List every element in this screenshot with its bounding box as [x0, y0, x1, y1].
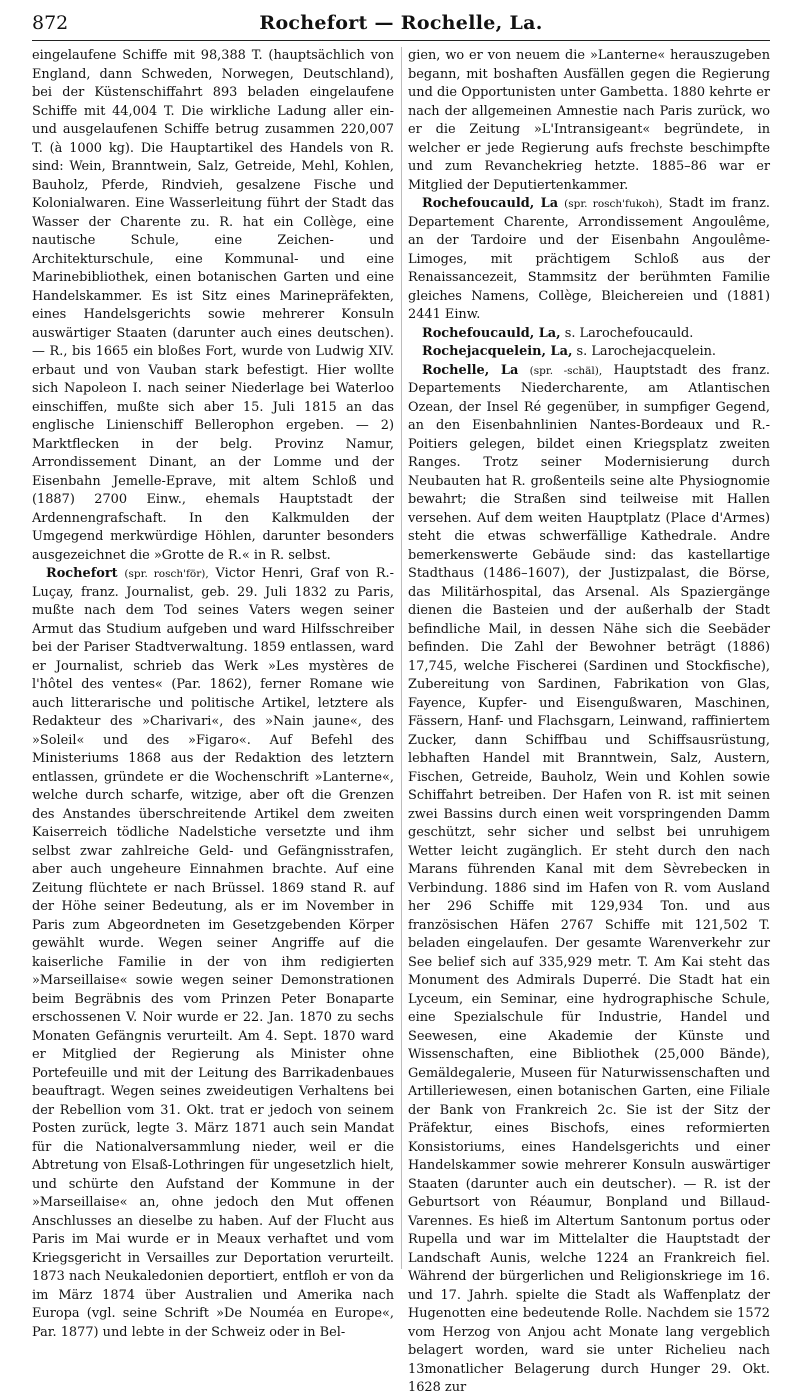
paragraph-continuation: gien, wo er von neuem die »Lanterne« herauszugeben begann, mit boshaften Ausfällen gegen die Regierung und die Opportunisten unter Gambetta. 1880 kehrte er nach der allgemeinen Amnestie nach Paris zurück, wo er die Zeitung »L'Intransigeant« begründete, in welcher er jede Regierung aufs frechste beschimpfte und zum Revanchekrieg hetzte. 1885–86 war er Mitglied der Deputiertenkammer.	[408, 48, 770, 193]
entry-headword: Rochejacquelein, La,	[422, 344, 573, 359]
text-columns	[32, 47, 770, 1395]
entry-rochelle	[408, 362, 770, 1398]
entry-text: Hauptstadt des franz. Departements Niedercharente, am Atlantischen Ozean, der Insel Ré gegenüber, in sumpfiger Gegend, an den Eisenbahnlinien Nantes-Bordeaux und R.-Poitiers gelegen, bildet einen Kriegsplatz zweiten Ranges. Trotz seiner Modernisierung durch Neubauten hat R. großenteils seine alte Physiognomie bewahrt; die Straßen sind teilweise mit Hallen versehen. Auf dem weiten Hauptplatz (Place d'Armes) steht die etwas schwerfällige Kathedrale. Andre bemerkenswerte Gebäude sind: das kastellartige Stadthaus (1486–1607), der Justizpalast, die Börse, das Militärhospital, das Arsenal. Als Spaziergänge dienen die Basteien und der außerhalb der Stadt befindliche Mail, in dessen Nähe sich die Seebäder befinden. Die Zahl der Bewohner beträgt (1886) 17,745, welche Fischerei (Sardinen und Stockfische), Zubereitung von Sardinen, Fabrikation von Glas, Fayence, Kupfer- und Eisengußwaren, Maschinen, Fässern, Hanf- und Flachsgarn, Leinwand, raffiniertem Zucker, dann Schiffbau und Schiffsausrüstung, lebhaften Handel mit Branntwein, Salz, Austern, Fischen, Getreide, Bauholz, Wein und Kohlen sowie Schiffahrt betreiben. Der Hafen von R. ist mit seinen zwei Bassins durch einen weit vorspringenden Damm geschützt, sehr sicher und selbst bei unruhigem Wetter leicht zugänglich. Er steht durch den nach Marans führenden Kanal mit dem Sèvrebecken in Verbindung. 1886 sind im Hafen von R. vom Ausland her 296 Schiffe mit 129,934 Ton. und aus französischen Häfen 2767 Schiffe mit 121,502 T. beladen eingelaufen. Der gesamte Warenverkehr zur See belief sich auf 335,929 metr. T. Am Kai steht das Monument des Admirals Duperré. Die Stadt hat ein Lyceum, ein Seminar, eine hydrographische Schule, eine Spezialschule für Industrie, Handel und Seewesen, eine Akademie der Künste und Wissenschaften, eine Bibliothek (25,000 Bände), Gemäldegalerie, Museen für Naturwissenschaften und Artilleriewesen, einen botanischen Garten, eine Filiale der Bank von Frankreich 2c. Sie ist der Sitz der Präfektur, eines Bischofs, eines reformierten Konsistoriums, eines Handelsgerichts und einer Handelskammer sowie mehrerer Konsuln auswärtiger Staaten (darunter auch ein deutscher). — R. ist der Geburtsort von Réaumur, Bonpland und Billaud-Varennes. Es hieß im Altertum Santonum portus oder Rupella und war im Mittelalter die Hauptstadt der Landschaft Aunis, welche 1224 an Frankreich fiel. Während der bürgerlichen und Religionskriege im 16. und 17. Jahrh. spielte die Stadt als Waffenplatz der Hugenotten eine bedeutende Rolle. Nachdem sie 1572 vom Herzog von Anjou acht Monate lang vergeblich belagert worden, ward sie unter Richelieu nach 13monatlicher Belagerung durch Hunger 29. Okt. 1628 zur	[408, 362, 770, 1395]
pronunciation: (spr. rosch'för),	[124, 568, 209, 580]
entry-text: s. Larochefoucauld.	[564, 325, 694, 341]
entry-text: Stadt im franz. Departement Charente, Arrondissement Angoulême, an der Tardoire und der Eisenbahn Angoulême-Limoges, mit prächtigem Schloß aus der Renaissancezeit, Stammsitz der berühmten Familie gleiches Namens, Collège, Bleichereien und (1881) 2441 Einw.	[408, 196, 770, 322]
left-column	[32, 47, 394, 1340]
right-column	[408, 47, 770, 1395]
page-header	[32, 10, 770, 41]
entry-text: s. Larochejacquelein.	[576, 344, 717, 359]
running-head: Rochefort — Rochelle, La.	[259, 12, 543, 34]
paragraph-continuation: eingelaufene Schiffe mit 98,388 T. (hauptsächlich von England, dann Schweden, Norwegen, Deutschland), bei der Küstenschiffahrt 893 beladen eingelaufene Schiffe mit 44,004 T. Die wirkliche Ladung aller ein- und ausgelaufenen Schiffe betrug zusammen 220,007 T. (à 1000 kg). Die Hauptartikel des Handels von R. sind: Wein, Branntwein, Salz, Getreide, Mehl, Kohlen, Bauholz, Pferde, Rindvieh, gesalzene Fische und Kolonialwaren. Eine Wasserleitung führt der Stadt das Wasser der Charente zu. R. hat ein Collège, eine nautische Schule, eine Zeichen- und Architekturschule, eine Kommunal- und eine Marinebibliothek, einen botanischen Garten und eine Handelskammer. Es ist Sitz eines Marinepräfekten, eines Handelsgerichts sowie mehrerer Konsuln auswärtiger Staaten (darunter auch eines deutschen). — R., bis 1665 ein bloßes Fort, wurde von Ludwig XIV. erbaut und von Vauban stark befestigt. Hier wollte sich Napoleon I. nach seiner Niederlage bei Waterloo einschiffen, mußte sich aber 15. Juli 1815 an das englische Linienschiff Bellerophon ergeben. — 2) Marktflecken in der belg. Provinz Namur, Arrondissement Dinant, an der Lomme und der Eisenbahn Jemelle-Eprave, mit altem Schloß und (1887) 2700 Einw., ehemals Hauptstadt der Ardennengrafschaft. In den Kalkmulden der Umgegend merkwürdige Höhlen, darunter besonders ausgezeichnet die »Grotte de R.« in R. selbst.	[32, 48, 394, 563]
page-number: 872	[32, 12, 69, 34]
entry-headword: Rochefoucauld, La	[422, 196, 559, 211]
pronunciation: (spr. rosch'fukoh),	[564, 198, 663, 210]
entry-headword: Rochelle, La	[422, 362, 519, 378]
entry-headword: Rochefoucauld, La,	[422, 325, 561, 341]
column-divider	[401, 47, 402, 1269]
entry-rochefoucauld-town	[408, 195, 770, 325]
entry-rochejacquelein-ref	[408, 343, 770, 362]
pronunciation: (spr. -schäl),	[529, 364, 603, 377]
entry-rochefoucauld-ref	[408, 325, 770, 344]
entry-rochefort-victor	[32, 565, 394, 1342]
entry-text: Victor Henri, Graf von R.-Luçay, franz. Journalist, geb. 29. Juli 1832 zu Paris, mußte nach dem Tod seines Vaters wegen seiner Armut das Studium aufgeben und ward Hilfsschreiber bei der Pariser Stadtverwaltung. 1859 entlassen, ward er Journalist, schrieb das Werk »Les mystères de l'hôtel des ventes« (Par. 1862), ferner Romane wie auch litterarische und politische Artikel, letztere als Redakteur des »Charivari«, des »Nain jaune«, des »Soleil« und des »Figaro«. Auf Befehl des Ministeriums 1868 aus der Redaktion des letztern entlassen, gründete er die Wochenschrift »Lanterne«, welche durch scharfe, witzige, aber oft die Grenzen des Anstandes überschreitende Artikel dem zweiten Kaiserreich tödliche Nadelstiche versetzte und ihm selbst zwar zahlreiche Geld- und Gefängnisstrafen, aber auch ungeheure Einnahmen brachte. Auf eine Zeitung flüchtete er nach Brüssel. 1869 stand R. auf der Höhe seiner Bedeutung, als er im November in Paris zum Abgeordneten im Gesetzgebenden Körper gewählt wurde. Wegen seiner Angriffe auf die kaiserliche Familie in der von ihm redigierten »Marseillaise« sowie wegen seiner Demonstrationen beim Begräbnis des vom Prinzen Peter Bonaparte erschossenen V. Noir wurde er 22. Jan. 1870 zu sechs Monaten Gefängnis verurteilt. Am 4. Sept. 1870 ward er Mitglied der Regierung als Minister ohne Portefeuille und mit der Leitung des Barrikadenbaues beauftragt. Wegen seines zweideutigen Verhaltens bei der Rebellion vom 31. Okt. trat er jedoch von seinem Posten zurück, legte 3. März 1871 auch sein Mandat für die Nationalversammlung nieder, weil er die Abtretung von Elsaß-Lothringen für ungesetzlich hielt, und schürte den Aufstand der Kommune in der »Marseillaise« an, ohne jedoch den Mut offenen Anschlusses an dieselbe zu haben. Auf der Flucht aus Paris im Mai wurde er in Meaux verhaftet und vom Kriegsgericht in Versailles zur Deportation verurteilt. 1873 nach Neukaledonien deportiert, entfloh er von da im März 1874 über Australien und Amerika nach Europa (vgl. seine Schrift »De Nouméa en Europe«, Par. 1877) und lebte in der Schweiz oder in Bel-	[32, 566, 394, 1340]
entry-headword: Rochefort	[46, 566, 118, 581]
